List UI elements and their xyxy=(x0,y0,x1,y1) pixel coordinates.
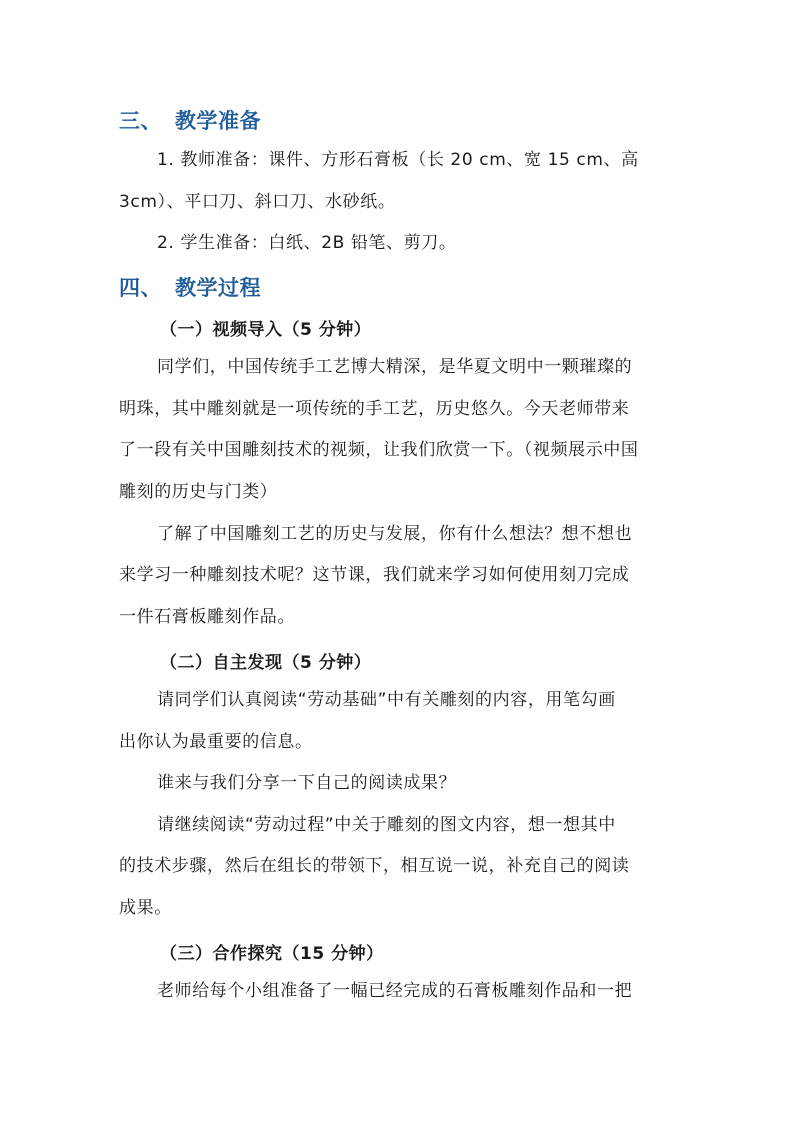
paragraph-line: 3cm）、平口刀、斜口刀、水砂纸。 xyxy=(119,192,396,212)
paragraph-line: 1. 教师准备：课件、方形石膏板（长 20 cm、宽 15 cm、高 xyxy=(157,150,639,170)
paragraph-line: 来学习一种雕刻技术呢？这节课，我们就来学习如何使用刻刀完成 xyxy=(119,565,630,585)
subsection-heading: （二）自主发现（5 分钟） xyxy=(160,653,372,673)
paragraph-line: 老师给每个小组准备了一幅已经完成的石膏板雕刻作品和一把 xyxy=(157,981,633,1001)
section-title: 教学过程 xyxy=(175,276,261,300)
section-number: 三、 xyxy=(119,109,162,133)
paragraph-line: 一件石膏板雕刻作品。 xyxy=(119,607,295,627)
paragraph-line: 请同学们认真阅读“劳动基础”中有关雕刻的内容，用笔勾画 xyxy=(157,690,616,710)
subsection-heading: （三）合作探究（15 分钟） xyxy=(160,944,384,964)
paragraph-line: 谁来与我们分享一下自己的阅读成果？ xyxy=(157,773,457,793)
section-title: 教学准备 xyxy=(175,109,261,133)
paragraph-line: 出你认为最重要的信息。 xyxy=(119,732,313,752)
paragraph-line: 的技术步骤，然后在组长的带领下，相互说一说，补充自己的阅读 xyxy=(119,856,630,876)
subsection-heading: （一）视频导入（5 分钟） xyxy=(160,320,372,340)
paragraph-line: 同学们，中国传统手工艺博大精深，是华夏文明中一颗璀璨的 xyxy=(157,357,633,377)
section-number: 四、 xyxy=(119,276,162,300)
section-heading-process xyxy=(119,272,261,302)
paragraph-line: 了解了中国雕刻工艺的历史与发展，你有什么想法？想不想也 xyxy=(157,524,633,544)
paragraph-line: 请继续阅读“劳动过程”中关于雕刻的图文内容，想一想其中 xyxy=(157,815,616,835)
paragraph-line: 明珠，其中雕刻就是一项传统的手工艺，历史悠久。今天老师带来 xyxy=(119,399,630,419)
paragraph-line: 2. 学生准备：白纸、2B 铅笔、剪刀。 xyxy=(157,233,457,253)
section-heading-preparation xyxy=(119,105,261,135)
paragraph-line: 成果。 xyxy=(119,898,172,918)
paragraph-line: 雕刻的历史与门类） xyxy=(119,482,278,502)
paragraph-line: 了一段有关中国雕刻技术的视频，让我们欣赏一下。（视频展示中国 xyxy=(119,440,639,460)
